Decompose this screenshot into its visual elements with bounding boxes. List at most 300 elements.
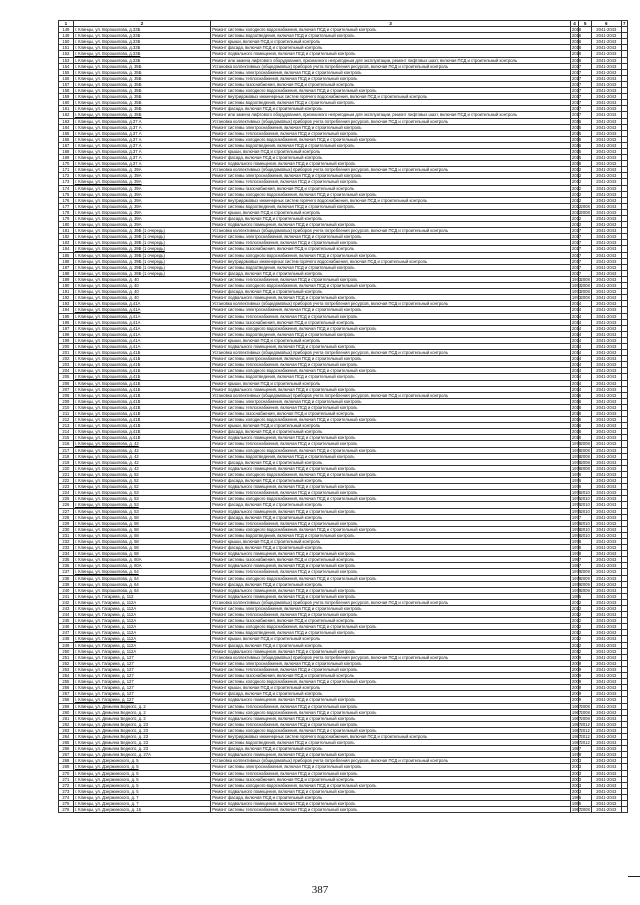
row-work-type: Установка коллективных (общедомовых) приборов учета потребления ресурсов, включая ПСД и строительный контроль: [211, 392, 571, 398]
column-header: 1: [59, 21, 74, 27]
row-address: г. Клинцы, ул. Дзержинского, д. 5: [73, 782, 210, 788]
row-number: 245: [59, 618, 74, 624]
row-planned-period: 2041-2043: [592, 648, 622, 654]
row-build-year: 2017: [571, 228, 582, 234]
row-number: 180: [59, 222, 74, 228]
row-build-year: 2012: [571, 630, 582, 636]
row-address: г. Клинцы, ул. Ворошилова, д. 52: [73, 484, 210, 490]
row-build-year: 1967: [571, 715, 582, 721]
row-number: 265: [59, 740, 74, 746]
row-planned-period: 2041-2043: [592, 313, 622, 319]
row-planned-period: 2041-2043: [592, 465, 622, 471]
row-build-year: 1977: [571, 514, 582, 520]
row-build-year: 2017: [571, 234, 582, 240]
row-address: г. Клинцы, ул. Ворошилова, д.37 А: [73, 118, 210, 124]
row-number: 192: [59, 295, 74, 301]
row-address: г. Клинцы, ул. Ворошилова, д. 53: [73, 496, 210, 502]
table-row: [59, 807, 628, 813]
row-address: г. Клинцы, ул. Гагарина, д. 127: [73, 691, 210, 697]
row-build-year: 2014: [571, 319, 582, 325]
row-number: 228: [59, 514, 74, 520]
row-work-type: Ремонт подвального помещения, включая ПСД и строительный контроль: [211, 563, 571, 569]
row-build-year: 2016: [571, 57, 582, 63]
row-planned-period: 2041-2043: [592, 51, 622, 57]
row-address: г. Клинцы, ул. Ворошилова, д. 40: [73, 276, 210, 282]
row-planned-period: 2041-2043: [592, 685, 622, 691]
row-planned-period: 2041-2043: [592, 398, 622, 404]
row-work-type: Установка коллективных (общедомовых) приборов учета потребления ресурсов, включая ПСД и строительный контроль: [211, 228, 571, 234]
row-build-year: 2014: [571, 301, 582, 307]
row-build-year: 1978: [571, 453, 582, 459]
column-header: 5: [579, 21, 592, 27]
row-number: 188: [59, 270, 74, 276]
row-planned-period: 2041-2043: [592, 130, 622, 136]
row-number: 191: [59, 289, 74, 295]
row-build-year: 2017: [571, 106, 582, 112]
row-number: 209: [59, 398, 74, 404]
row-address: г. Клинцы, ул. Гагарина, д. 127: [73, 697, 210, 703]
row-work-type: Ремонт системы электроснабжения, включая ПСД и строительный контроль: [211, 173, 571, 179]
row-address: г. Клинцы, ул. Ворошилова, д. 35Б: [73, 112, 210, 118]
row-address: г. Клинцы, ул. Ворошилова, д. 42: [73, 441, 210, 447]
row-build-year: 1978: [571, 752, 582, 758]
row-number: 235: [59, 557, 74, 563]
row-address: г. Клинцы, ул. Ворошилова, д. 35Б: [73, 81, 210, 87]
row-address: г. Клинцы, ул. Ворошилова, д. 39Б (1 очередь): [73, 228, 210, 234]
row-address: г. Клинцы, ул. Гагарина, д. 112А: [73, 642, 210, 648]
row-number: 172: [59, 173, 74, 179]
column-header: 2: [73, 21, 210, 27]
row-build-year: 1987: [571, 733, 582, 739]
margin-rule: [628, 876, 640, 877]
row-number: 196: [59, 319, 74, 325]
row-number: 226: [59, 502, 74, 508]
row-work-type: Ремонт фасада, включая ПСД и строительный контроль: [211, 106, 571, 112]
row-work-type: Ремонт внутридомовых инженерных систем горячего водоснабжения, включая ПСД и строительный контроль: [211, 733, 571, 739]
row-number: 254: [59, 673, 74, 679]
row-number: 274: [59, 794, 74, 800]
column-header: 7: [623, 21, 626, 26]
row-address: г. Клинцы, ул. Ворошилова, д.41В: [73, 429, 210, 435]
row-number: 258: [59, 697, 74, 703]
row-planned-period: 2041-2043: [592, 148, 622, 154]
row-build-year: 2009: [571, 679, 582, 685]
row-build-year: 1967: [571, 709, 582, 715]
row-planned-period: 2041-2043: [592, 258, 622, 264]
row-build-year: 2017: [571, 100, 582, 106]
row-number: 241: [59, 593, 74, 599]
row-work-type: Ремонт системы холодного водоснабжения, включая ПСД и строительный контроль: [211, 283, 571, 289]
row-planned-period: 2041-2043: [592, 484, 622, 490]
row-planned-period: 2041-2043: [592, 776, 622, 782]
row-build-year: 2017: [571, 252, 582, 258]
row-build-year: 2003: [571, 758, 582, 764]
row-build-year: 1978: [571, 459, 582, 465]
row-work-type: Ремонт системы теплоснабжения, включая ПСД и строительный контроль: [211, 75, 571, 81]
row-address: г. Клинцы, ул. Ворошилова, д.37 А: [73, 161, 210, 167]
row-build-year: 1973: [571, 276, 582, 282]
row-work-type: Ремонт подвального помещения, включая ПСД и строительный контроль: [211, 801, 571, 807]
row-number: 199: [59, 337, 74, 343]
row-number: 243: [59, 606, 74, 612]
row-address: г. Клинцы, ул. Ворошилова, д.41В: [73, 417, 210, 423]
row-planned-period: 2041-2043: [592, 575, 622, 581]
row-work-type: Ремонт фасада, включая ПСД и строительный контроль: [211, 545, 571, 551]
row-number: 217: [59, 447, 74, 453]
row-planned-period: 2041-2043: [592, 100, 622, 106]
row-build-year: 2015: [571, 155, 582, 161]
row-number: 244: [59, 612, 74, 618]
row-work-type: Ремонт системы теплоснабжения, включая ПСД и строительный контроль: [211, 703, 571, 709]
row-address: г. Клинцы, ул. Ворошилова, д. 35Б: [73, 88, 210, 94]
row-build-year: 1957: [571, 807, 582, 813]
row-work-type: Ремонт системы водоотведения, включая ПСД и строительный контроль: [211, 203, 571, 209]
row-number: 222: [59, 478, 74, 484]
row-planned-period: 2041-2043: [592, 319, 622, 325]
row-build-year: 2012: [571, 642, 582, 648]
row-last-repair-year: 2010: [580, 520, 590, 526]
row-address: г. Клинцы, ул. Ворошилова, д. 42: [73, 459, 210, 465]
row-build-year: 2017: [571, 75, 582, 81]
row-build-year: 2017: [571, 270, 582, 276]
row-build-year: 2014: [571, 350, 582, 356]
page-number: 387: [311, 884, 329, 896]
row-work-type: Ремонт или замена лифтового оборудования, признанного непригодным для эксплуатации, ремонт лифтовых шахт, включая ПСД и строительный контроль: [211, 57, 571, 63]
row-address: г. Клинцы, ул. Ворошилова, д. 64: [73, 575, 210, 581]
row-build-year: 2012: [571, 624, 582, 630]
row-number: 224: [59, 490, 74, 496]
row-planned-period: 2041-2043: [592, 612, 622, 618]
row-work-type: Ремонт фасада, включая ПСД и строительный контроль: [211, 642, 571, 648]
row-number: 206: [59, 380, 74, 386]
column-header: 4: [570, 21, 578, 27]
row-work-type: Ремонт системы холодного водоснабжения, включая ПСД и строительный контроль: [211, 727, 571, 733]
row-address: г. Клинцы, ул. Ворошилова, д. 64: [73, 569, 210, 575]
row-number: 223: [59, 484, 74, 490]
row-address: г. Клинцы, ул. Гагарина, д. 112А: [73, 606, 210, 612]
row-number: 176: [59, 197, 74, 203]
row-number: 149: [59, 33, 74, 39]
row-planned-period: 2041-2043: [592, 179, 622, 185]
row-build-year: 1973: [571, 283, 582, 289]
row-work-type: Ремонт системы водоотведения, включая ПСД и строительный контроль: [211, 264, 571, 270]
row-build-year: 2012: [571, 179, 582, 185]
row-build-year: 2012: [571, 167, 582, 173]
row-address: г. Клинцы, ул. Ворошилова, д.41А: [73, 313, 210, 319]
row-planned-period: 2041-2043: [592, 758, 622, 764]
row-address: г. Клинцы, ул. Гагарина, д. 112А: [73, 624, 210, 630]
row-planned-period: 2041-2043: [592, 673, 622, 679]
row-number: 174: [59, 185, 74, 191]
row-work-type: Ремонт крыши, включая ПСД и строительный контроль: [211, 148, 571, 154]
row-planned-period: 2041-2043: [592, 75, 622, 81]
row-build-year: 2016: [571, 27, 582, 33]
row-address: г. Клинцы, ул. Ворошилова, д. 58: [73, 538, 210, 544]
row-work-type: Ремонт системы холодного водоснабжения, включая ПСД и строительный контроль: [211, 447, 571, 453]
row-build-year: 1976: [571, 471, 582, 477]
row-build-year: 2012: [571, 636, 582, 642]
row-planned-period: 2041-2043: [592, 721, 622, 727]
row-address: г. Клинцы, ул. Ворошилова, д.37 А: [73, 155, 210, 161]
row-address: г. Клинцы, ул. Ворошилова, д.41В: [73, 411, 210, 417]
row-address: г. Клинцы, ул. Ворошилова, д.37 А: [73, 130, 210, 136]
row-planned-period: 2041-2043: [592, 203, 622, 209]
row-number: 220: [59, 465, 74, 471]
row-build-year: 2015: [571, 142, 582, 148]
row-build-year: 2014: [571, 337, 582, 343]
row-number: 250: [59, 648, 74, 654]
row-planned-period: 2041-2043: [592, 33, 622, 39]
row-address: г. Клинцы, ул. Гагарина, д. 127: [73, 673, 210, 679]
row-address: г. Клинцы, ул. Гагарина, д. 112А: [73, 648, 210, 654]
row-address: г. Клинцы, ул. Дзержинского, д. 5: [73, 788, 210, 794]
row-number: 197: [59, 325, 74, 331]
row-address: г. Клинцы, ул. Ворошилова, д. 39Б (1 очередь): [73, 264, 210, 270]
row-work-type: Установка коллективных (общедомовых) приборов учета потребления ресурсов, включая ПСД и строительный контроль: [211, 118, 571, 124]
row-build-year: 2014: [571, 331, 582, 337]
row-build-year: 2003: [571, 782, 582, 788]
row-build-year: 1979: [571, 575, 582, 581]
row-build-year: 2012: [571, 197, 582, 203]
row-number: 185: [59, 252, 74, 258]
row-work-type: Ремонт системы электроснабжения, включая ПСД и строительный контроль: [211, 356, 571, 362]
row-work-type: Ремонт системы газоснабжения, включая ПСД и строительный контроль: [211, 618, 571, 624]
row-number: 194: [59, 307, 74, 313]
row-last-repair-year: 2010: [580, 526, 590, 532]
row-address: г. Клинцы, ул. Ворошилова, д.41А: [73, 337, 210, 343]
row-address: г. Клинцы, ул. Гагарина, д. 127: [73, 679, 210, 685]
row-planned-period: 2041-2043: [592, 654, 622, 660]
row-number: 256: [59, 685, 74, 691]
row-planned-period: 2041-2043: [592, 557, 622, 563]
row-address: г. Клинцы, ул. Ворошилова, д.41В: [73, 398, 210, 404]
row-last-repair-year: 2008: [580, 807, 590, 813]
row-work-type: Ремонт системы газоснабжения, включая ПСД и строительный контроль: [211, 673, 571, 679]
row-planned-period: 2041-2043: [592, 124, 622, 130]
row-planned-period: 2041-2043: [592, 660, 622, 666]
row-number: 219: [59, 459, 74, 465]
row-last-repair-year: 2008: [580, 203, 590, 209]
row-build-year: 2015: [571, 130, 582, 136]
row-build-year: 2017: [571, 258, 582, 264]
row-number: 156: [59, 75, 74, 81]
row-address: г. Клинцы, ул. Ворошилова, д.41Б: [73, 374, 210, 380]
row-last-repair-year: 2008: [580, 295, 590, 301]
row-number: 268: [59, 758, 74, 764]
row-address: г. Клинцы, ул. Ворошилова, д. 40: [73, 289, 210, 295]
row-build-year: 2015: [571, 148, 582, 154]
row-number: 264: [59, 733, 74, 739]
row-number: 272: [59, 782, 74, 788]
row-work-type: Ремонт системы электроснабжения, включая ПСД и строительный контроль: [211, 124, 571, 130]
row-address: г. Клинцы, ул. Ворошилова, д.41В: [73, 392, 210, 398]
row-address: г. Клинцы, ул. Дзержинского, д. 5: [73, 770, 210, 776]
row-planned-period: 2041-2043: [592, 502, 622, 508]
row-build-year: 2016: [571, 33, 582, 39]
row-planned-period: 2041-2043: [592, 185, 622, 191]
row-planned-period: 2041-2043: [592, 155, 622, 161]
row-address: г. Клинцы, ул. Ворошилова, д. 39А: [73, 216, 210, 222]
row-planned-period: 2041-2043: [592, 746, 622, 752]
row-number: 198: [59, 331, 74, 337]
row-work-type: Ремонт системы электроснабжения, включая ПСД и строительный контроль: [211, 69, 571, 75]
row-build-year: 2009: [571, 654, 582, 660]
row-planned-period: 2041-2043: [592, 618, 622, 624]
row-number: 159: [59, 94, 74, 100]
row-work-type: Ремонт фасада, включая ПСД и строительный контроль: [211, 746, 571, 752]
row-address: г. Клинцы, ул. Гагарина, д. 112А: [73, 630, 210, 636]
row-last-repair-year: 2009: [580, 587, 590, 593]
row-work-type: Ремонт системы холодного водоснабжения, включая ПСД и строительный контроль: [211, 782, 571, 788]
row-planned-period: 2041-2043: [592, 782, 622, 788]
row-number: 158: [59, 88, 74, 94]
row-work-type: Ремонт фасада, включая ПСД и строительный контроль: [211, 502, 571, 508]
row-work-type: Ремонт системы водоотведения, включая ПСД и строительный контроль: [211, 100, 571, 106]
row-build-year: 2017: [571, 112, 582, 118]
row-planned-period: 2041-2043: [592, 551, 622, 557]
row-number: 204: [59, 368, 74, 374]
row-number: 231: [59, 532, 74, 538]
row-number: 210: [59, 404, 74, 410]
row-number: 263: [59, 727, 74, 733]
row-last-repair-year: 2008: [580, 447, 590, 453]
row-work-type: Ремонт системы водоотведения, включая ПСД и строительный контроль: [211, 630, 571, 636]
row-build-year: 2014: [571, 343, 582, 349]
row-number: 193: [59, 301, 74, 307]
row-address: г. Клинцы, ул. Гагарина, д. 127: [73, 660, 210, 666]
row-planned-period: 2041-2043: [592, 295, 622, 301]
row-planned-period: 2041-2043: [592, 770, 622, 776]
row-number: 215: [59, 435, 74, 441]
row-planned-period: 2041-2043: [592, 301, 622, 307]
row-work-type: Ремонт системы холодного водоснабжения, включая ПСД и строительный контроль: [211, 526, 571, 532]
row-work-type: Ремонт фасада, включая ПСД и строительный контроль: [211, 514, 571, 520]
row-planned-period: 2041-2043: [592, 526, 622, 532]
row-work-type: Ремонт системы холодного водоснабжения, включая ПСД и строительный контроль: [211, 575, 571, 581]
row-build-year: 1997: [571, 563, 582, 569]
row-planned-period: 2041-2043: [592, 325, 622, 331]
row-number: 168: [59, 148, 74, 154]
row-number: 181: [59, 228, 74, 234]
row-address: г. Клинцы, ул. Ворошилова, д. 39А: [73, 179, 210, 185]
row-address: г. Клинцы, ул. Ворошилова, д. 39А: [73, 167, 210, 173]
row-build-year: 2014: [571, 356, 582, 362]
row-address: г. Клинцы, ул. Ворошилова, д.33Б: [73, 51, 210, 57]
row-number: 261: [59, 715, 74, 721]
row-address: г. Клинцы, ул. Ворошилова, д. 39Б (1 очередь): [73, 240, 210, 246]
row-address: г. Клинцы, ул. Ворошилова, д. 35Б: [73, 100, 210, 106]
row-work-type: Ремонт системы холодного водоснабжения, включая ПСД и строительный контроль: [211, 709, 571, 715]
row-address: г. Клинцы, ул. Ворошилова, д.33Б: [73, 27, 210, 33]
row-build-year: 2015: [571, 161, 582, 167]
row-number: 237: [59, 569, 74, 575]
row-number: 229: [59, 520, 74, 526]
row-build-year: 2012: [571, 648, 582, 654]
row-build-year: 2014: [571, 325, 582, 331]
row-number: 153: [59, 57, 74, 63]
row-planned-period: 2041-2043: [592, 471, 622, 477]
row-planned-period: 2041-2043: [592, 337, 622, 343]
row-address: г. Клинцы, ул. Ворошилова, д. 39Б (1 очередь): [73, 246, 210, 252]
row-number: 162: [59, 112, 74, 118]
row-work-type: Ремонт крыши, включая ПСД и строительный контроль: [211, 423, 571, 429]
row-number: 252: [59, 660, 74, 666]
row-planned-period: 2041-2043: [592, 356, 622, 362]
row-planned-period: 2041-2043: [592, 642, 622, 648]
row-build-year: 2012: [571, 222, 582, 228]
row-number: 240: [59, 587, 74, 593]
row-number: 267: [59, 752, 74, 758]
row-address: г. Клинцы, ул. Ворошилова, д.41А: [73, 343, 210, 349]
row-address: г. Клинцы, ул. Ворошилова, д. 39А: [73, 197, 210, 203]
row-address: г. Клинцы, ул. Ворошилова, д. 39А: [73, 222, 210, 228]
row-planned-period: 2041-2043: [592, 216, 622, 222]
row-build-year: 2012: [571, 216, 582, 221]
row-address: г. Клинцы, ул. Ворошилова, д. 39А: [73, 173, 210, 179]
row-address: г. Клинцы, ул. Ворошилова, д.41А: [73, 301, 210, 307]
row-address: г. Клинцы, ул. Ворошилова, д.41А: [73, 331, 210, 337]
row-last-repair-year: 2008: [580, 709, 590, 715]
row-address: г. Клинцы, ул. Ворошилова, д. 58: [73, 532, 210, 538]
row-address: г. Клинцы, ул. Ворошилова, д.33Б: [73, 57, 210, 63]
row-work-type: Ремонт системы газоснабжения, включая ПСД и строительный контроль: [211, 319, 571, 325]
row-address: г. Клинцы, ул. Демьяна Бедного, д. 27А: [73, 752, 210, 758]
row-planned-period: 2041-2043: [592, 289, 622, 295]
row-planned-period: 2041-2043: [592, 81, 622, 87]
row-last-repair-year: 2010: [580, 496, 590, 502]
row-work-type: Ремонт системы теплоснабжения, включая ПСД и строительный контроль: [211, 276, 571, 282]
row-planned-period: 2041-2043: [592, 142, 622, 148]
row-planned-period: 2041-2043: [592, 490, 622, 496]
row-last-repair-year: 2009: [580, 569, 590, 575]
row-address: г. Клинцы, ул. Ворошилова, д. 58: [73, 551, 210, 557]
row-number: 259: [59, 703, 74, 709]
row-build-year: 2016: [571, 417, 582, 423]
row-address: г. Клинцы, ул. Ворошилова, д. 64: [73, 581, 210, 587]
row-last-repair-year: 2010: [580, 490, 590, 496]
row-work-type: Ремонт системы теплоснабжения, включая ПСД и строительный контроль: [211, 130, 571, 136]
row-work-type: Ремонт системы газоснабжения, включая ПСД и строительный контроль: [211, 411, 571, 417]
row-number: 246: [59, 624, 74, 630]
row-last-repair-year: 2008: [580, 715, 590, 721]
row-build-year: 1978: [571, 532, 582, 538]
row-number: 236: [59, 563, 74, 569]
row-build-year: 1987: [571, 740, 582, 746]
row-address: г. Клинцы, ул. Ворошилова, д. 35Б: [73, 63, 210, 69]
row-number: 212: [59, 417, 74, 423]
row-work-type: Ремонт системы водоотведения, включая ПСД и строительный контроль: [211, 453, 571, 459]
row-planned-period: 2041-2043: [592, 679, 622, 685]
row-work-type: Ремонт системы электроснабжения, включая ПСД и строительный контроль: [211, 398, 571, 404]
row-planned-period: 2041-2043: [592, 587, 622, 593]
row-work-type: Ремонт системы холодного водоснабжения, включая ПСД и строительный контроль: [211, 191, 571, 197]
row-planned-period: 2041-2043: [592, 88, 622, 94]
row-number: 225: [59, 496, 74, 502]
row-number: 161: [59, 106, 74, 112]
row-work-type: Ремонт подвального помещения, включая ПСД и строительный контроль: [211, 51, 571, 57]
row-build-year: 2003: [571, 776, 582, 782]
row-work-type: Ремонт подвального помещения, включая ПСД и строительный контроль: [211, 551, 571, 557]
row-number: 242: [59, 599, 74, 605]
row-planned-period: 2041-2043: [592, 57, 622, 63]
row-build-year: 2012: [571, 185, 582, 191]
row-build-year: 1976: [571, 478, 582, 484]
row-work-type: Ремонт системы водоотведения, включая ПСД и строительный контроль: [211, 740, 571, 746]
row-last-repair-year: 2008: [580, 276, 590, 282]
row-planned-period: 2041-2043: [592, 27, 622, 33]
row-last-repair-year: 2010: [580, 502, 590, 508]
row-work-type: Установка коллективных (общедомовых) приборов учета потребления ресурсов, включая ПСД и строительный контроль: [211, 654, 571, 660]
